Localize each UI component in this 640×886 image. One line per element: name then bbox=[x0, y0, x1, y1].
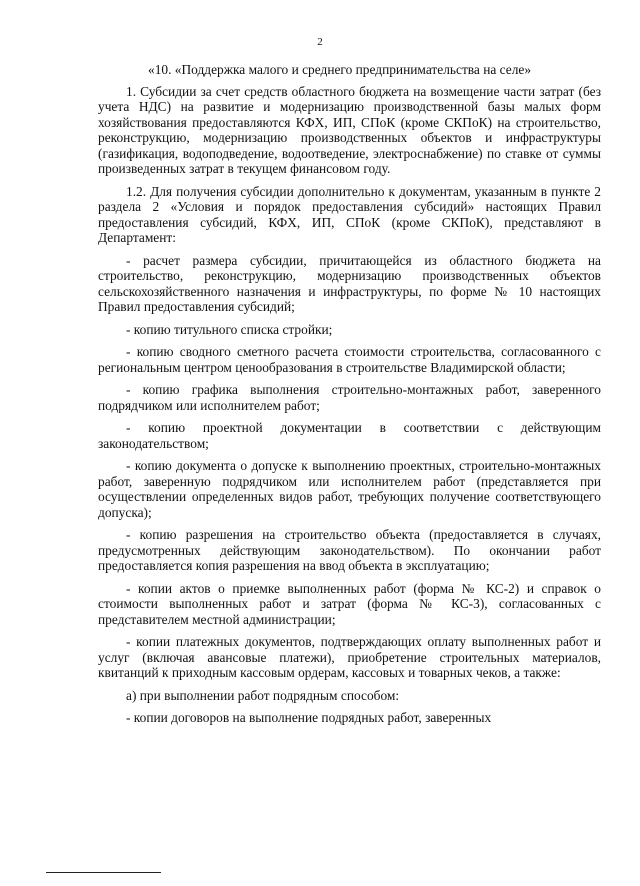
list-item: - расчет размера субсидии, причитающейся из областного бюджета на строительство, реконструкцию, модернизацию производственных объектов сельскохозяйственного назначения и инфраструктуры, по форме № 10 настоящих Правил предоставления субсидий; bbox=[98, 252, 601, 314]
list-item: - копию графика выполнения строительно-монтажных работ, заверенного подрядчиком или исполнителем работ; bbox=[98, 382, 601, 413]
paragraph: 1. Субсидии за счет средств областного бюджета на возмещение части затрат (без учета НДС) на развитие и модернизацию производственной базы малых форм хозяйствования предоставляются КФХ, ИП, СПоК (кроме СКПоК) на строительство, реконструкцию, модернизацию производственных объектов и инфраструктуры (газификация, водоподведение, водоотведение, электроснабжение) по ставке от суммы произведенных затрат в текущем финансовом году. bbox=[98, 83, 601, 176]
list-item: - копии платежных документов, подтверждающих оплату выполненных работ и услуг (включая авансовые платежи), приобретение строительных материалов, квитанций к приходным кассовым ордерам, кассовых и товарных чеков, а также: bbox=[98, 634, 601, 680]
section-heading: «10. «Поддержка малого и среднего предпринимательства на селе» bbox=[148, 62, 532, 77]
footnote-rule bbox=[46, 872, 161, 873]
list-item: - копию сводного сметного расчета стоимости строительства, согласованного с региональным центром ценообразования в строительстве Владимирской области; bbox=[98, 344, 601, 375]
list-item: - копию титульного списка стройки; bbox=[126, 321, 333, 337]
paragraph: 1.2. Для получения субсидии дополнительно к документам, указанным в пункте 2 раздела 2 «Условия и порядок предоставления субсидий» настоящих Правил предоставления субсидий, КФХ, ИП, СПоК (кроме СКПоК), представляют в Департамент: bbox=[98, 183, 601, 245]
page-number: 2 bbox=[317, 36, 323, 48]
list-item: - копии актов о приемке выполненных работ (форма № КС-2) и справок о стоимости выполненных работ и затрат (форма № КС-3), согласованных с представителем местной администрации; bbox=[98, 580, 601, 627]
list-item: - копии договоров на выполнение подрядных работ, заверенных bbox=[126, 710, 492, 725]
list-item: - копию проектной документации в соответствии с действующим законодательством; bbox=[98, 420, 601, 451]
document-body bbox=[98, 62, 601, 726]
list-item: - копию документа о допуске к выполнению проектных, строительно-монтажных работ, заверенную подрядчиком или исполнителем работ (представляется при осуществлении определенных видов работ, требующих получение соответствующего допуска); bbox=[98, 458, 601, 520]
list-item: - копию разрешения на строительство объекта (предоставляется в случаях, предусмотренных действующим законодательством). По окончании работ предоставляется копия разрешения на ввод объекта в эксплуатацию; bbox=[98, 527, 601, 573]
sub-clause: а) при выполнении работ подрядным способом: bbox=[126, 687, 400, 703]
